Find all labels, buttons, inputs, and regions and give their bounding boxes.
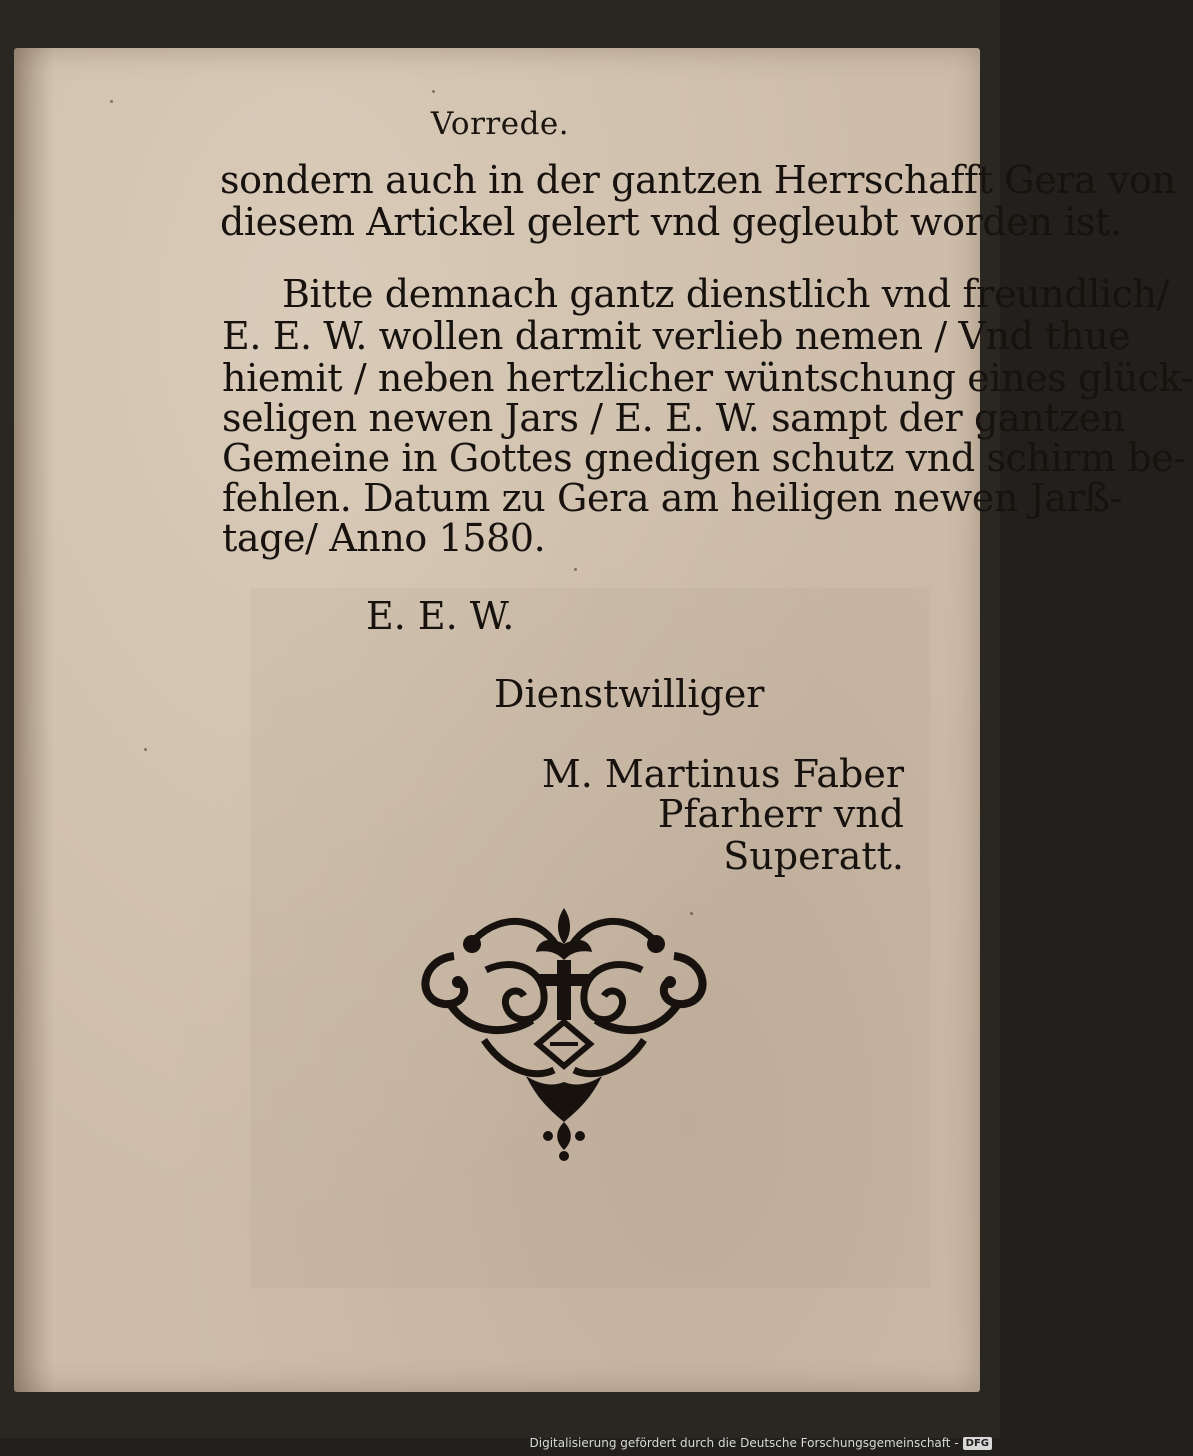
running-head: Vorrede. [430,106,570,142]
paper-speck [574,568,577,571]
paper-speck [110,100,113,103]
signature-title-line2: Superatt. [723,834,904,878]
book-page [14,48,980,1392]
text-line: seligen newen Jars / E. E. W. sampt der gantzen [222,396,1125,440]
footer-credit-text: Digitalisierung gefördert durch die Deutsche Forschungsgemeinschaft - [529,1436,959,1450]
text-line: sondern auch in der gantzen Herrschafft Gera von [220,158,1176,202]
paper-speck [432,90,435,93]
text-line: E. E. W. wollen darmit verlieb nemen / Vnd thue [222,314,1131,358]
text-line: diesem Artickel gelert vnd gegleubt worden ist. [220,200,1122,244]
paper-speck [144,748,147,751]
ornament-icon [414,900,714,1162]
signature-name: M. Martinus Faber [541,752,904,796]
text-line: fehlen. Datum zu Gera am heiligen newen Jarß- [222,476,1122,520]
footer-credit [530,1436,993,1450]
signature-closing: Dienstwilliger [494,672,765,716]
text-line: hiemit / neben hertzlicher wüntschung eines glück- [222,356,1193,400]
signature-title-line1: Pfarherr vnd [657,792,904,836]
signature-abbreviation: E. E. W. [366,594,515,638]
dfg-logo: DFG [963,1437,992,1450]
text-line: Bitte demnach gantz dienstlich vnd freundlich/ [282,272,1169,316]
page-binding-shadow [14,48,54,1392]
text-line: tage/ Anno 1580. [222,516,546,560]
text-line: Gemeine in Gottes gnedigen schutz vnd schirm be- [222,436,1186,480]
